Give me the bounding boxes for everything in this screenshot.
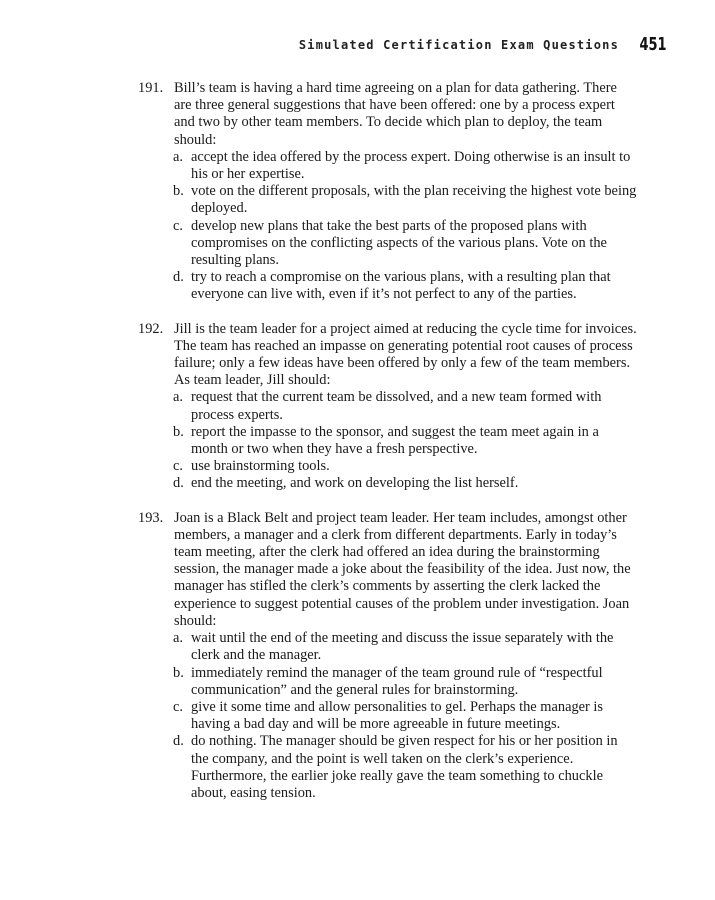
question-number: 192. [138,320,164,337]
question-192 [138,321,638,493]
option-label: b. [173,183,184,200]
option-text: accept the idea offered by the process expert. Doing otherwise is an insult to his or her expertise. [191,148,631,183]
option-text: request that the current team be dissolved, and a new team formed with process experts. [191,389,602,423]
question-number: 191. [138,80,164,96]
option-text: end the meeting, and work on developing the list herself. [191,475,519,492]
option-text: immediately remind the manager of the team ground rule of “respectful communication” and the general rules for brainstorming. [191,664,603,698]
option-label: b. [173,423,184,440]
answer-options [138,630,638,802]
answer-options [138,149,638,304]
answer-option-b [138,424,638,458]
answer-option-d [138,733,638,802]
answer-option-c [138,218,638,270]
page-number: 451 [639,34,667,55]
question-text: Bill’s team is having a hard time agreeing on a plan for data gathering. There are three general suggestions that have been offered: one by a process expert and two by other team members. To decide which plan to deploy, the team should: [174,80,617,148]
option-label: d. [173,269,184,286]
option-label: d. [173,733,184,750]
option-label: a. [173,389,183,406]
answer-option-a [138,630,638,664]
question-stem [138,510,638,630]
option-text: develop new plans that take the best parts of the proposed plans with compromises on the conflicting aspects of the various plans. Vote on the resulting plans. [191,217,607,269]
option-label: b. [173,664,184,681]
question-list [138,80,638,819]
answer-option-d [138,475,638,492]
question-191 [138,80,638,304]
answer-option-c [138,458,638,475]
question-number: 193. [138,509,164,526]
option-text: wait until the end of the meeting and discuss the issue separately with the clerk and the manager. [191,630,614,664]
question-stem [138,321,638,390]
question-stem [138,80,638,149]
option-text: report the impasse to the sponsor, and suggest the team meet again in a month or two when they have a fresh perspective. [191,423,599,458]
option-label: a. [173,148,183,165]
option-label: c. [173,698,183,715]
answer-option-a [138,149,638,183]
answer-options [138,389,638,492]
answer-option-b [138,183,638,217]
running-header-title: Simulated Certification Exam Questions [298,38,619,52]
option-label: d. [173,475,184,492]
answer-option-b [138,665,638,699]
answer-option-d [138,269,638,303]
option-text: give it some time and allow personalities to gel. Perhaps the manager is having a bad day and will be more agreeable in future meetings. [191,698,604,733]
question-text: Joan is a Black Belt and project team leader. Her team includes, amongst other members, a manager and a clerk from different departments. Early in today’s team meeting, after the clerk had offered an idea during the brainstorming session, the manager made a joke about the feasibility of the idea. Just now, the manager has stifled the clerk’s comments by asserting the clerk lacked the experience to suggest potential causes of the problem under investigation. Joan should: [174,509,631,629]
option-label: c. [173,458,183,475]
option-label: a. [173,630,183,647]
question-text: Jill is the team leader for a project aimed at reducing the cycle time for invoices. The team has reached an impasse on generating potential root causes of process failure; only a few ideas have been offered by only a few of the team members. As team leader, Jill should: [174,320,637,389]
option-text: use brainstorming tools. [191,458,330,475]
answer-option-a [138,389,638,423]
option-text: do nothing. The manager should be given respect for his or her position in the company, and the point is well taken on the clerk’s experience. Furthermore, the earlier joke really gave the team something to chuckle about, easing tension. [191,733,618,801]
question-193 [138,510,638,802]
option-text: try to reach a compromise on the various plans, with a resulting plan that everyone can live with, even if it’s not perfect to any of the parties. [191,269,611,303]
option-label: c. [173,217,183,234]
answer-option-c [138,699,638,733]
option-text: vote on the different proposals, with the plan receiving the highest vote being deployed. [191,183,637,217]
